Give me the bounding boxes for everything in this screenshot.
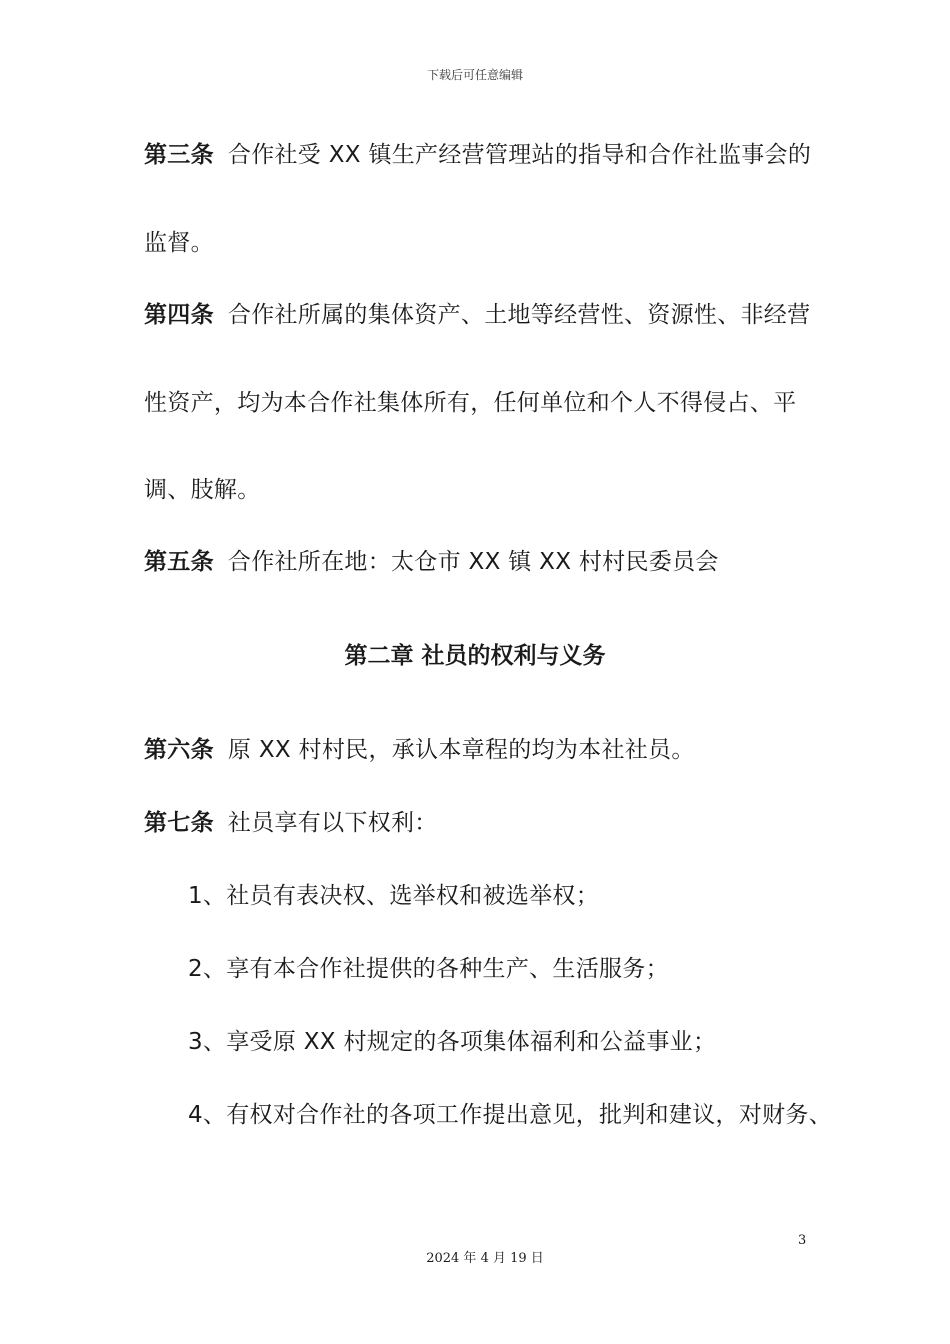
article-4-label: 第四条 xyxy=(144,302,214,328)
article-3-text-1: 合作社受 XX 镇生产经营管理站的指导和合作社监事会的 xyxy=(227,142,812,168)
article-7-item-2: 2、享有本合作社提供的各种生产、生活服务； xyxy=(188,956,669,982)
article-7-line xyxy=(144,804,438,837)
article-5-label: 第五条 xyxy=(144,549,214,575)
article-7-item-1: 1、社员有表决权、选举权和被选举权； xyxy=(188,883,600,909)
article-3-line-2: 监督。 xyxy=(144,230,214,256)
page-number: 3 xyxy=(798,1233,807,1248)
article-4-text-1: 合作社所属的集体资产、土地等经营性、资源性、非经营 xyxy=(227,302,811,328)
article-6-line xyxy=(144,731,695,764)
article-7-item-4: 4、有权对合作社的各项工作提出意见，批判和建议，对财务、 xyxy=(188,1102,833,1128)
article-7-label: 第七条 xyxy=(144,810,214,836)
article-4-line-3: 调、肢解。 xyxy=(144,477,261,503)
article-5-text: 合作社所在地：太仓市 XX 镇 XX 村村民委员会 xyxy=(227,549,719,575)
article-7-text: 社员享有以下权利： xyxy=(227,810,438,836)
header-note: 下载后可任意编辑 xyxy=(426,68,523,82)
article-6-text: 原 XX 村村民，承认本章程的均为本社社员。 xyxy=(227,737,695,763)
article-4-line-2: 性资产，均为本合作社集体所有，任何单位和个人不得侵占、平 xyxy=(144,390,797,416)
footer-date: 2024 年 4 月 19 日 xyxy=(426,1251,544,1266)
article-6-label: 第六条 xyxy=(144,737,214,763)
article-4-line-1 xyxy=(144,296,810,329)
article-5-line xyxy=(144,543,719,576)
chapter-2-title: 第二章 社员的权利与义务 xyxy=(344,643,606,669)
article-3-label: 第三条 xyxy=(144,142,214,168)
article-3-line-1 xyxy=(144,136,811,169)
article-7-item-3: 3、享受原 XX 村规定的各项集体福利和公益事业； xyxy=(188,1029,717,1055)
